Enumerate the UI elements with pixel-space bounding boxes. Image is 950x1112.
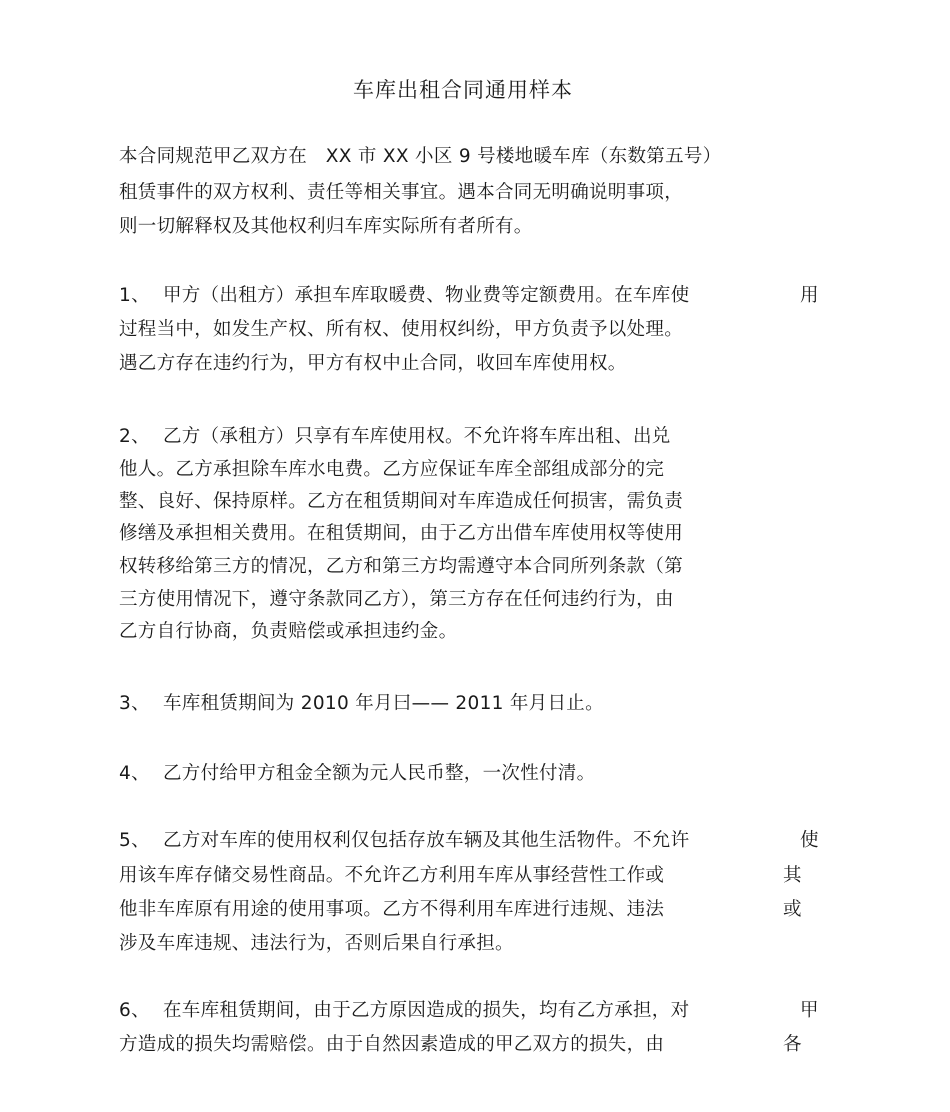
clause-2-line-5: 权转移给第三方的情况，乙方和第三方均需遵守本合同所列条款（第 <box>119 556 684 577</box>
clause-number: 6、 <box>119 1000 150 1021</box>
document-title: 车库出租合同通用样本 <box>353 78 573 102</box>
clause-6-right-char-2: 各 <box>783 1034 802 1055</box>
clause-1-line-1 <box>119 284 689 308</box>
clause-3-line-1 <box>119 692 604 716</box>
clause-4-line-1 <box>119 762 595 786</box>
intro-line-2: 租赁事件的双方权利、责任等相关事宜。遇本合同无明确说明事项， <box>119 182 684 203</box>
intro-line-3: 则一切解释权及其他权利归车库实际所有者所有。 <box>119 216 533 237</box>
clause-5-line-2: 用该车库存储交易性商品。不允许乙方利用车库从事经营性工作或 <box>119 865 665 886</box>
clause-2-line-7: 乙方自行协商，负责赔偿或承担违约金。 <box>119 621 458 642</box>
clause-number: 4、 <box>119 763 150 784</box>
clause-number: 2、 <box>119 426 150 447</box>
clause-2-line-6: 三方使用情况下，遵守条款同乙方），第三方存在任何违约行为，由 <box>119 589 674 610</box>
clause-number: 3、 <box>119 693 150 714</box>
clause-1-right-char: 用 <box>800 285 819 306</box>
clause-1-line-2: 过程当中，如发生产权、所有权、使用权纠纷，甲方负责予以处理。 <box>119 319 684 340</box>
clause-text: 车库租赁期间为 2010 年月曰—— 2011 年月日止。 <box>163 693 604 714</box>
clause-number: 5、 <box>119 830 150 851</box>
clause-6-line-1 <box>119 999 689 1023</box>
clause-6-right-char-1: 甲 <box>800 1000 819 1021</box>
clause-5-right-char-1: 使 <box>800 830 819 851</box>
clause-2-line-4: 修缮及承担相关费用。在租赁期间，由于乙方出借车库使用权等使用 <box>119 523 684 544</box>
clause-text: 在车库租赁期间，由于乙方原因造成的损失，均有乙方承担，对 <box>163 1000 690 1021</box>
clause-text: 乙方付给甲方租金全额为元人民币整，一次性付清。 <box>163 763 596 784</box>
clause-2-line-2: 他人。乙方承担除车库水电费。乙方应保证车库全部组成部分的完 <box>119 459 665 480</box>
clause-2-line-1 <box>119 425 671 449</box>
clause-5-line-4: 涉及车库违规、违法行为，否则后果自行承担。 <box>119 933 514 954</box>
clause-5-line-1 <box>119 829 689 853</box>
clause-5-right-char-3: 或 <box>783 899 802 920</box>
clause-5-right-char-2: 其 <box>783 865 802 886</box>
clause-6-line-2: 方造成的损失均需赔偿。由于自然因素造成的甲乙双方的损失，由 <box>119 1034 665 1055</box>
intro-line-1: 本合同规范甲乙双方在 XX 市 XX 小区 9 号楼地暖车库（东数第五号） <box>119 146 722 167</box>
clause-number: 1、 <box>119 285 150 306</box>
clause-2-line-3: 整、良好、保持原样。乙方在租赁期间对车库造成任何损害，需负责 <box>119 491 684 512</box>
clause-text: 乙方（承租方）只享有车库使用权。不允许将车库出租、出兑 <box>163 426 671 447</box>
clause-5-line-3: 他非车库原有用途的使用事项。乙方不得利用车库进行违规、违法 <box>119 899 665 920</box>
clause-1-line-3: 遇乙方存在违约行为，甲方有权中止合同，收回车库使用权。 <box>119 353 627 374</box>
clause-text: 乙方对车库的使用权利仅包括存放车辆及其他生活物件。不允许 <box>163 830 690 851</box>
clause-text: 甲方（出租方）承担车库取暖费、物业费等定额费用。在车库使 <box>163 285 690 306</box>
